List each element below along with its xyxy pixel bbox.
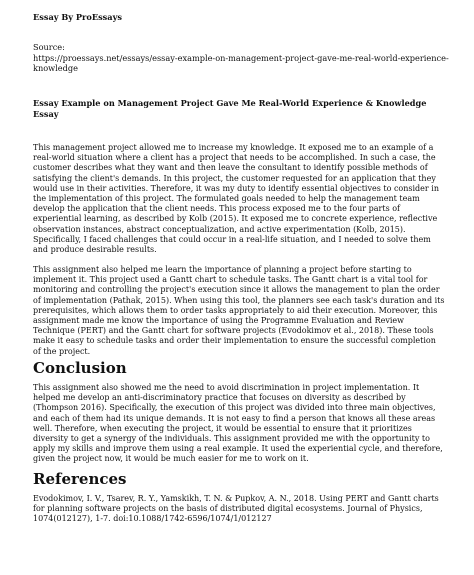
reference-entry: Evodokimov, I. V., Tsarev, R. Y., Yamskikh, T. N. & Pupkov, A. N., 2018. Using PERT and Gantt charts for planning software projects on the basis of distributed digital ecosystems. Journal of Physics, 1074(012127), 1-7. doi:10.1088/1742-6596/1074/1/012127: [33, 494, 439, 524]
essay-title: Essay Example on Management Project Gave Me Real-World Experience & Knowledge Essay: [33, 98, 427, 119]
conclusion-paragraph: This assignment also showed me the need to avoid discrimination in project implementation. It helped me develop an anti-discriminatory practice that focuses on diversity as described by (Thompson 2016). Specifically, the execution of this project was divided into three main objectives, and each of them had its unique demands. It is not easy to find a person that knows all these areas well. Therefore, when executing the project, it would be essential to ensure that it prioritizes diversity to get a synergy of the individuals. This assignment provided me with the opportunity to apply my skills and improve them using a real example. It used the experiential cycle, and therefore, given the project now, it would be much easier for me to work on it.: [33, 383, 443, 464]
site-header-title: Essay By ProEssays: [33, 12, 122, 22]
conclusion-heading: Conclusion: [33, 359, 127, 377]
source-url-link[interactable]: https://proessays.net/essays/essay-example-on-management-project-gave-me-real-world-experience-knowledge: [33, 52, 449, 73]
body-paragraph-1: This management project allowed me to increase my knowledge. It exposed me to an example of a real-world situation where a client has a project that needs to be accomplished. In such a case, the customer describes what they want and then leave the consultant to identify possible methods of satisfying the client's demands. In this project, the customer requested for an application that they would use in their activities. Therefore, it was my duty to identify essential objectives to consider in the implementation of this project. The formulated goals needed to help the management team develop the application that the client needs. This process exposed me to the four parts of experiential learning, as described by Kolb (2015). It exposed me to concrete experience, reflective observation instances, abstract conceptualization, and active experimentation (Kolb, 2015). Specifically, I faced challenges that could occur in a real-life situation, and I needed to solve them and produce desirable results.: [33, 143, 439, 255]
body-paragraph-2: This assignment also helped me learn the importance of planning a project before starting to implement it. This project used a Gantt chart to schedule tasks. The Gantt chart is a vital tool for monitoring and controlling the project's execution since it allows the management to plan the order of implementation (Pathak, 2015). When using this tool, the planners see each task's duration and its prerequisites, which allows them to order tasks appropriately to aid their execution. Moreover, this assignment made me know the importance of using the Programme Evaluation and Review Technique (PERT) and the Gantt chart for software projects (Evodokimov et al., 2018). These tools make it easy to schedule tasks and order their implementation to ensure the successful completion of the project.: [33, 265, 445, 356]
references-heading: References: [33, 470, 127, 488]
source-block: [33, 42, 453, 74]
source-label: Source:: [33, 42, 65, 52]
